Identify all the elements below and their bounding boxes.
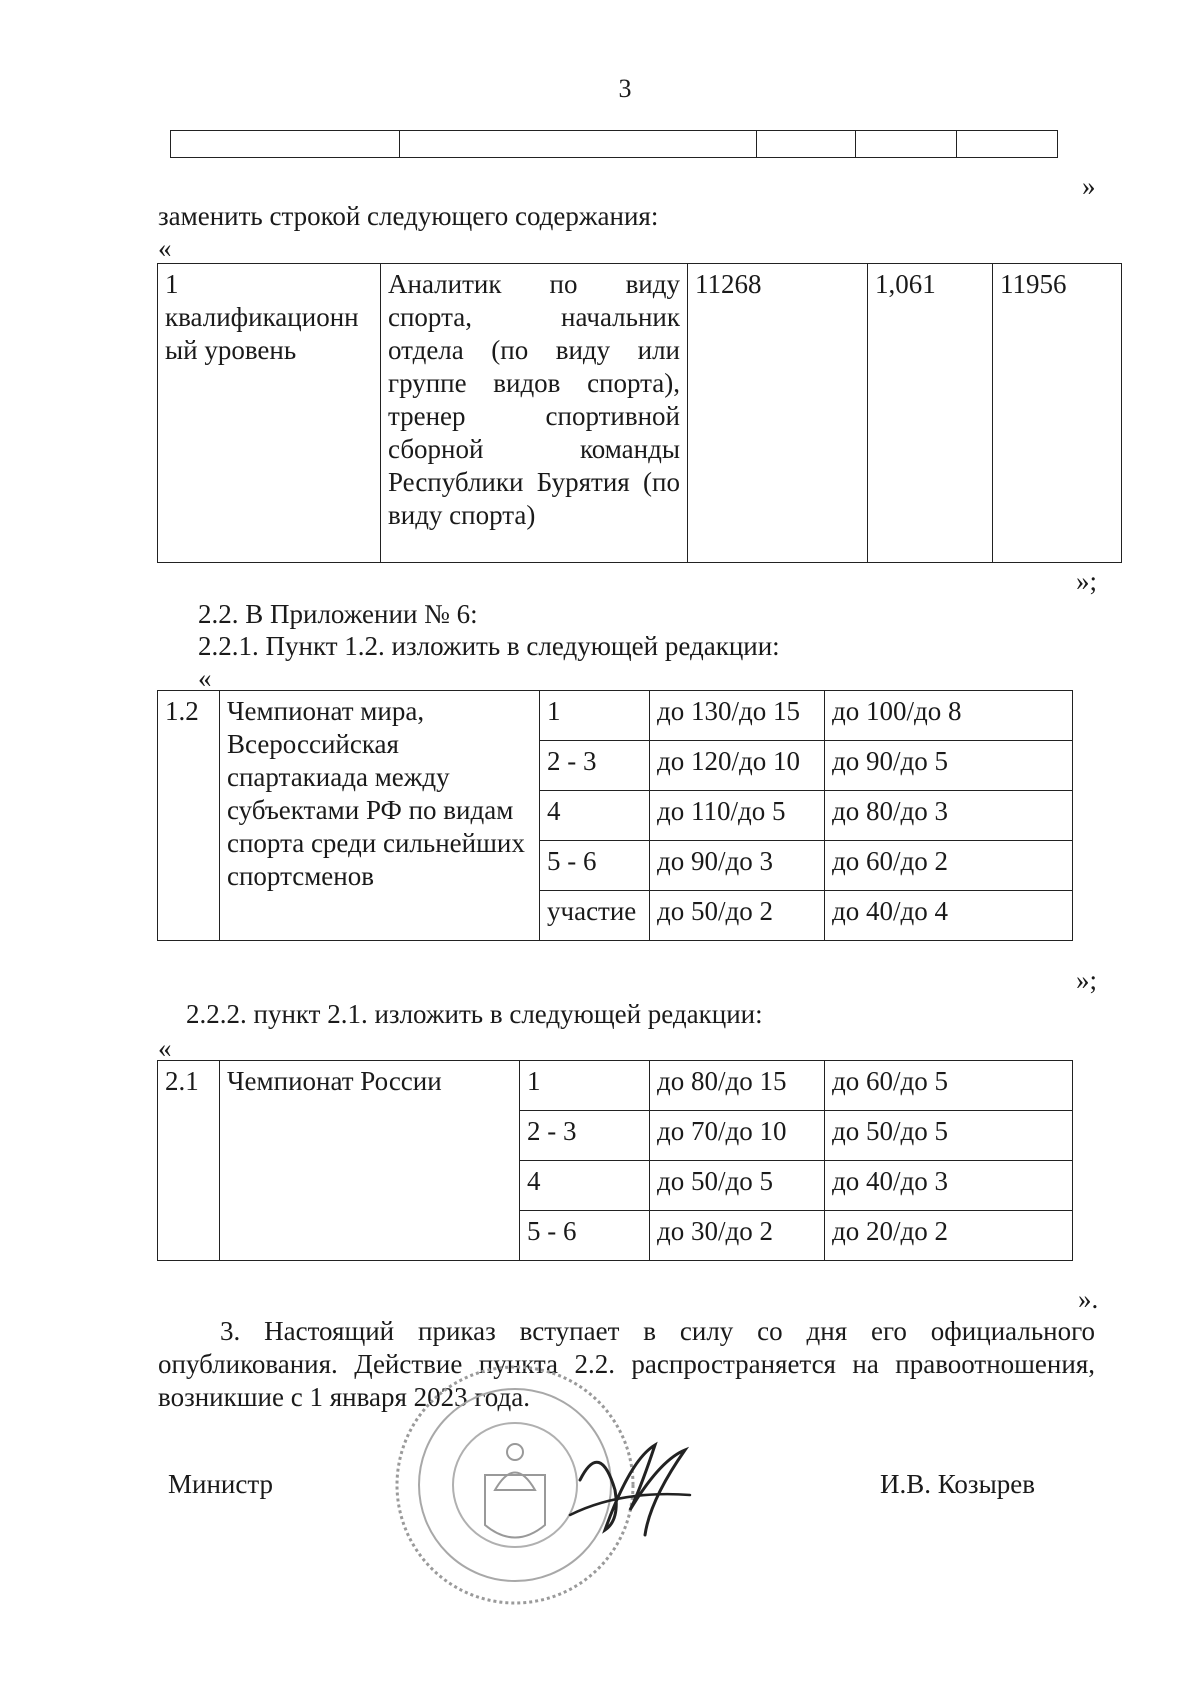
value-b-cell: до 60/до 2 [825, 841, 1073, 891]
section-2-2-2: 2.2.2. пункт 2.1. изложить в следующей редакции: [186, 999, 763, 1029]
total-cell [993, 264, 1122, 563]
value-a-cell: до 70/до 10 [650, 1111, 825, 1161]
opening-quote: « [198, 663, 212, 693]
value-b-cell: до 50/до 5 [825, 1111, 1073, 1161]
value-a-cell: до 90/до 3 [650, 841, 825, 891]
coef-cell [868, 264, 993, 563]
closing-quote: » [1082, 171, 1096, 201]
value-b-cell: до 20/до 2 [825, 1211, 1073, 1261]
value-b-cell: до 80/до 3 [825, 791, 1073, 841]
value-a-cell: до 50/до 2 [650, 891, 825, 941]
signature [560, 1420, 700, 1550]
competition-name: Чемпионат мира, Всероссийская спартакиада между субъектами РФ по видам спорта среди сильнейших спортсменов [220, 691, 540, 941]
salary-cell [688, 264, 868, 563]
value-b-cell: до 60/до 5 [825, 1061, 1073, 1111]
stub-table [170, 130, 1058, 158]
value-a-cell: до 130/до 15 [650, 691, 825, 741]
stub-cell [400, 131, 757, 158]
value-a-cell: до 30/до 2 [650, 1211, 825, 1261]
page-number: 3 [618, 74, 632, 103]
item-number: 1.2 [158, 691, 220, 941]
place-cell: участие [540, 891, 650, 941]
replace-text: заменить строкой следующего содержания: [158, 201, 659, 231]
table-row [158, 1061, 1073, 1111]
russia-championship-table [157, 1060, 1073, 1261]
closing-quote: »; [1076, 965, 1098, 995]
qualification-table [157, 263, 1122, 563]
place-cell: 2 - 3 [540, 741, 650, 791]
value-a-cell: до 120/до 10 [650, 741, 825, 791]
value-a-cell: до 80/до 15 [650, 1061, 825, 1111]
opening-quote: « [158, 1033, 172, 1063]
minister-label: Министр [168, 1469, 273, 1499]
value-a-cell: до 110/до 5 [650, 791, 825, 841]
place-cell: 4 [520, 1161, 650, 1211]
section-3-line-1: 3. Настоящий приказ вступает в силу со дня его официального [220, 1316, 1095, 1346]
stub-cell [757, 131, 856, 158]
stub-cell [957, 131, 1058, 158]
coef-value: 1,061 [875, 269, 936, 299]
place-cell: 2 - 3 [520, 1111, 650, 1161]
minister-name: И.В. Козырев [880, 1469, 1035, 1499]
section-2-2-1: 2.2.1. Пункт 1.2. изложить в следующей редакции: [198, 631, 780, 661]
level-text: 1 квалификационн ый уровень [165, 269, 366, 365]
item-number: 2.1 [158, 1061, 220, 1261]
opening-quote: « [158, 233, 172, 263]
value-b-cell: до 40/до 3 [825, 1161, 1073, 1211]
level-cell [158, 264, 381, 563]
closing-quote: ». [1078, 1284, 1099, 1314]
closing-quote: »; [1076, 566, 1098, 596]
competition-name: Чемпионат России [220, 1061, 520, 1261]
stub-cell [856, 131, 957, 158]
total-value: 11956 [1000, 269, 1067, 299]
table-row [158, 691, 1073, 741]
place-cell: 1 [520, 1061, 650, 1111]
value-b-cell: до 100/до 8 [825, 691, 1073, 741]
stub-cell [171, 131, 400, 158]
value-a-cell: до 50/до 5 [650, 1161, 825, 1211]
place-cell: 5 - 6 [540, 841, 650, 891]
position-cell [381, 264, 688, 563]
position-text: Аналитик по виду спорта, начальник отдела (по виду или группе видов спорта), тренер спортивной сборной команды Республики Бурятия (по виду спорта) [388, 269, 680, 530]
salary-value: 11268 [695, 269, 762, 299]
place-cell: 4 [540, 791, 650, 841]
value-b-cell: до 90/до 5 [825, 741, 1073, 791]
section-2-2: 2.2. В Приложении № 6: [198, 599, 478, 629]
place-cell: 5 - 6 [520, 1211, 650, 1261]
section-3-line-3: возникшие с 1 января 2023 года. [158, 1382, 530, 1412]
world-championship-table [157, 690, 1073, 941]
place-cell: 1 [540, 691, 650, 741]
value-b-cell: до 40/до 4 [825, 891, 1073, 941]
section-3-line-2: опубликования. Действие пункта 2.2. распространяется на правоотношения, [158, 1349, 1095, 1379]
